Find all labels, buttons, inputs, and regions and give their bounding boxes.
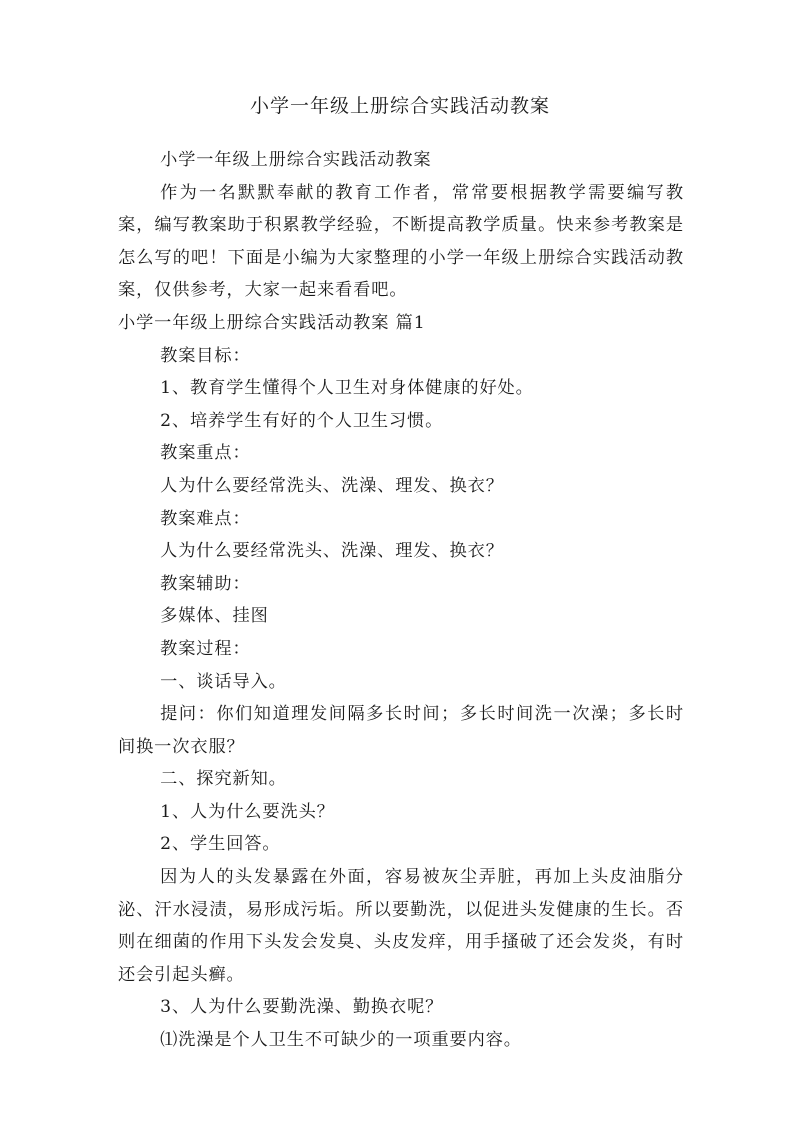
paragraph: 一、谈话导入。 [160, 671, 287, 692]
paragraph: 提问：你们知道理发间隔多长时间；多长时间洗一次澡；多长时间换一次衣服？ [118, 704, 684, 757]
paragraph: 人为什么要经常洗头、洗澡、理发、换衣？ [160, 541, 504, 562]
paragraph: 教案难点： [160, 508, 251, 529]
paragraph: 人为什么要经常洗头、洗澡、理发、换衣？ [160, 475, 504, 496]
paragraph: 多媒体、挂图 [160, 606, 269, 627]
paragraph: 教案过程： [160, 638, 251, 659]
paragraph: ⑴洗澡是个人卫生不可缺少的一项重要内容。 [160, 1030, 522, 1051]
paragraph: 小学一年级上册综合实践活动教案 [160, 150, 432, 170]
paragraph: 二、探究新知。 [160, 769, 287, 790]
paragraph: 教案目标： [160, 345, 251, 366]
paragraph: 1、教育学生懂得个人卫生对身体健康的好处。 [160, 378, 534, 399]
paragraph: 教案重点： [160, 443, 251, 464]
paragraph: 因为人的头发暴露在外面，容易被灰尘弄脏，再加上头皮油脂分泌、汗水浸渍，易形成污垢。所以要勤洗，以促进头发健康的生长。否则在细菌的作用下头发会发臭、头皮发痒，用手搔破了还会发炎，有时还会引起头癣。 [118, 867, 684, 985]
paragraph: 3、人为什么要勤洗澡、勤换衣呢？ [160, 997, 444, 1018]
paragraph: 作为一名默默奉献的教育工作者，常常要根据教学需要编写教案，编写教案助于积累教学经验，不断提高教学质量。快来参考教案是怎么写的吧！下面是小编为大家整理的小学一年级上册综合实践活动教案，仅供参考，大家一起来看看吧。 [118, 182, 684, 301]
document-body [118, 144, 684, 1057]
section-heading: 小学一年级上册综合实践活动教案 篇1 [118, 312, 426, 333]
paragraph: 2、培养学生有好的个人卫生习惯。 [160, 410, 444, 431]
paragraph: 2、学生回答。 [160, 834, 281, 855]
paragraph: 教案辅助： [160, 573, 251, 594]
paragraph: 1、人为什么要洗头？ [160, 801, 335, 822]
document-title: 小学一年级上册综合实践活动教案 [249, 95, 550, 117]
